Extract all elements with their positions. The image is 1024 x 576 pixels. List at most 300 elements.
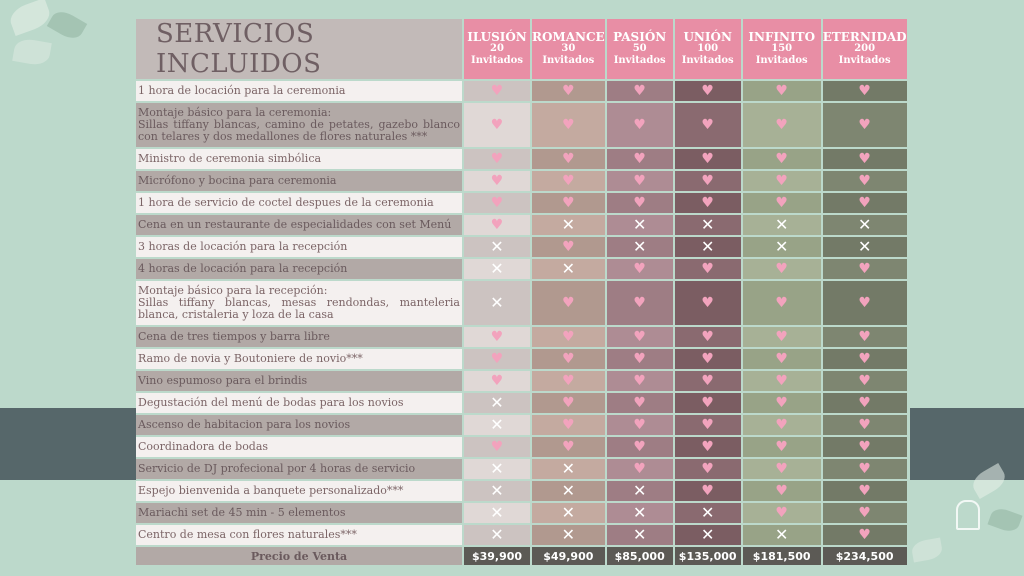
heart-icon: ♥ — [490, 217, 504, 233]
heart-icon: ♥ — [858, 373, 871, 389]
heart-icon: ♥ — [701, 483, 714, 499]
package-guests: 100 — [697, 43, 719, 54]
heart-icon: ♥ — [775, 505, 788, 521]
not-included-cross-icon — [675, 215, 741, 235]
included-heart-icon — [675, 481, 741, 501]
included-heart-icon — [823, 349, 907, 369]
not-included-cross-icon — [743, 525, 821, 545]
venue-logo — [948, 500, 988, 562]
package-header — [464, 19, 530, 79]
not-included-cross-icon — [607, 215, 673, 235]
heart-icon: ♥ — [562, 173, 575, 189]
heart-icon: ♥ — [858, 417, 871, 433]
service-row — [136, 215, 907, 235]
heart-icon: ♥ — [858, 395, 871, 411]
heart-icon: ♥ — [633, 117, 646, 133]
included-heart-icon — [532, 371, 605, 391]
included-heart-icon — [607, 103, 673, 147]
included-heart-icon — [823, 103, 907, 147]
heart-icon: ♥ — [775, 329, 788, 345]
service-text-line: Ministro de ceremonia simbólica — [138, 152, 322, 165]
heart-icon: ♥ — [858, 261, 871, 277]
package-header — [607, 19, 673, 79]
not-included-cross-icon — [532, 525, 605, 545]
heart-icon: ♥ — [775, 395, 788, 411]
included-heart-icon — [675, 81, 741, 101]
heart-icon: ♥ — [633, 417, 646, 433]
cross-icon: ✕ — [632, 215, 647, 234]
service-row — [136, 281, 907, 325]
service-row — [136, 349, 907, 369]
service-row — [136, 459, 907, 479]
included-heart-icon — [607, 327, 673, 347]
service-text-line: Mariachi set de 45 min - 5 elementos — [138, 506, 346, 519]
leaf-decoration — [12, 37, 52, 67]
package-guests-label: Invitados — [613, 55, 666, 66]
not-included-cross-icon — [532, 215, 605, 235]
page-title: SERVICIOS INCLUIDOS — [136, 19, 462, 79]
included-heart-icon — [532, 415, 605, 435]
service-text-line: 1 hora de locación para la ceremonia — [138, 84, 346, 97]
heart-icon: ♥ — [490, 351, 504, 367]
included-heart-icon — [607, 171, 673, 191]
included-heart-icon — [675, 371, 741, 391]
package-price: $234,500 — [823, 547, 907, 565]
cross-icon: ✕ — [700, 525, 715, 544]
heart-icon: ♥ — [858, 83, 871, 99]
heart-icon: ♥ — [562, 117, 575, 133]
heart-icon: ♥ — [701, 117, 714, 133]
service-text-line: Sillas tiffany blancas, camino de petates, gazebo blanco con telares y dos medallones de flores naturales *** — [138, 118, 460, 143]
heart-icon: ♥ — [775, 151, 788, 167]
cross-icon: ✕ — [561, 459, 576, 478]
included-heart-icon — [532, 149, 605, 169]
included-heart-icon — [607, 81, 673, 101]
cross-icon: ✕ — [561, 525, 576, 544]
price-row — [136, 547, 907, 565]
included-heart-icon — [743, 281, 821, 325]
included-heart-icon — [823, 281, 907, 325]
heart-icon: ♥ — [562, 151, 575, 167]
heart-icon: ♥ — [701, 261, 714, 277]
cross-icon: ✕ — [490, 525, 504, 544]
included-heart-icon — [464, 215, 530, 235]
cross-icon: ✕ — [700, 215, 715, 234]
service-name — [136, 525, 462, 545]
service-text-line: Coordinadora de bodas — [138, 440, 269, 453]
service-text-line: Montaje básico para la recepción: — [138, 284, 328, 297]
included-heart-icon — [823, 503, 907, 523]
service-name — [136, 437, 462, 457]
included-heart-icon — [675, 393, 741, 413]
cross-icon: ✕ — [774, 237, 789, 256]
not-included-cross-icon — [464, 393, 530, 413]
heart-icon: ♥ — [490, 173, 504, 189]
not-included-cross-icon — [823, 237, 907, 257]
included-heart-icon — [532, 193, 605, 213]
not-included-cross-icon — [532, 259, 605, 279]
heart-icon: ♥ — [633, 261, 646, 277]
service-row — [136, 103, 907, 147]
service-text-line: Ascenso de habitacion para los novios — [138, 418, 351, 431]
heart-icon: ♥ — [633, 295, 646, 311]
package-guests-label: Invitados — [542, 55, 595, 66]
heart-icon: ♥ — [701, 373, 714, 389]
included-heart-icon — [823, 415, 907, 435]
package-guests-label: Invitados — [681, 55, 734, 66]
heart-icon: ♥ — [701, 351, 714, 367]
decorative-band-right — [910, 408, 1024, 480]
heart-icon: ♥ — [775, 83, 788, 99]
not-included-cross-icon — [464, 459, 530, 479]
included-heart-icon — [743, 171, 821, 191]
service-text-line: Sillas tiffany blancas, mesas rendondas, manteleria blanca, cristaleria y loza de la casa — [138, 296, 460, 321]
included-heart-icon — [532, 281, 605, 325]
heart-icon: ♥ — [775, 261, 788, 277]
service-name — [136, 193, 462, 213]
heart-icon: ♥ — [701, 83, 714, 99]
cross-icon: ✕ — [632, 525, 647, 544]
heart-icon: ♥ — [633, 173, 646, 189]
service-row — [136, 371, 907, 391]
heart-icon: ♥ — [490, 151, 504, 167]
included-heart-icon — [743, 371, 821, 391]
included-heart-icon — [675, 415, 741, 435]
heart-icon: ♥ — [633, 151, 646, 167]
heart-icon: ♥ — [701, 329, 714, 345]
included-heart-icon — [607, 371, 673, 391]
included-heart-icon — [675, 459, 741, 479]
birdcage-icon — [956, 500, 980, 530]
cross-icon: ✕ — [490, 259, 504, 278]
included-heart-icon — [743, 81, 821, 101]
included-heart-icon — [823, 481, 907, 501]
service-text-line: Montaje básico para la ceremonia: — [138, 106, 332, 119]
included-heart-icon — [743, 415, 821, 435]
cross-icon: ✕ — [632, 503, 647, 522]
heart-icon: ♥ — [701, 173, 714, 189]
heart-icon: ♥ — [490, 373, 504, 389]
included-heart-icon — [743, 393, 821, 413]
service-text-line: Degustación del menú de bodas para los novios — [138, 396, 404, 409]
cross-icon: ✕ — [561, 503, 576, 522]
package-guests-label: Invitados — [755, 55, 808, 66]
heart-icon: ♥ — [775, 373, 788, 389]
leaf-decoration — [987, 505, 1022, 534]
service-name — [136, 327, 462, 347]
heart-icon: ♥ — [562, 83, 575, 99]
service-text-line: Servicio de DJ profecional por 4 horas de servicio — [138, 462, 416, 475]
included-heart-icon — [607, 259, 673, 279]
service-row — [136, 149, 907, 169]
package-guests: 20 — [490, 43, 504, 54]
included-heart-icon — [607, 149, 673, 169]
service-row — [136, 259, 907, 279]
included-heart-icon — [675, 193, 741, 213]
included-heart-icon — [607, 437, 673, 457]
included-heart-icon — [464, 193, 530, 213]
cross-icon: ✕ — [561, 259, 576, 278]
heart-icon: ♥ — [562, 373, 575, 389]
included-heart-icon — [607, 459, 673, 479]
heart-icon: ♥ — [633, 195, 646, 211]
service-name — [136, 503, 462, 523]
included-heart-icon — [675, 327, 741, 347]
not-included-cross-icon — [675, 525, 741, 545]
included-heart-icon — [823, 327, 907, 347]
heart-icon: ♥ — [490, 83, 504, 99]
not-included-cross-icon — [464, 503, 530, 523]
included-heart-icon — [464, 103, 530, 147]
cross-icon: ✕ — [632, 237, 647, 256]
heart-icon: ♥ — [858, 505, 871, 521]
not-included-cross-icon — [607, 525, 673, 545]
heart-icon: ♥ — [562, 395, 575, 411]
not-included-cross-icon — [743, 215, 821, 235]
package-price: $85,000 — [607, 547, 673, 565]
included-heart-icon — [675, 349, 741, 369]
not-included-cross-icon — [464, 415, 530, 435]
package-guests: 30 — [561, 43, 576, 54]
heart-icon: ♥ — [633, 329, 646, 345]
included-heart-icon — [607, 415, 673, 435]
included-heart-icon — [464, 349, 530, 369]
not-included-cross-icon — [823, 215, 907, 235]
cross-icon: ✕ — [774, 525, 789, 544]
heart-icon: ♥ — [775, 483, 788, 499]
package-name: ILUSIÓN — [467, 30, 527, 44]
heart-icon: ♥ — [701, 439, 714, 455]
leaf-decoration — [7, 0, 53, 36]
cross-icon: ✕ — [632, 481, 647, 500]
service-row — [136, 193, 907, 213]
services-table — [134, 17, 909, 567]
service-name — [136, 259, 462, 279]
heart-icon: ♥ — [490, 195, 504, 211]
cross-icon: ✕ — [490, 481, 504, 500]
cross-icon: ✕ — [490, 459, 504, 478]
heart-icon: ♥ — [490, 439, 504, 455]
cross-icon: ✕ — [857, 215, 872, 234]
package-price: $181,500 — [743, 547, 821, 565]
heart-icon: ♥ — [858, 329, 871, 345]
heart-icon: ♥ — [858, 151, 871, 167]
not-included-cross-icon — [607, 237, 673, 257]
cross-icon: ✕ — [490, 393, 504, 412]
heart-icon: ♥ — [562, 295, 575, 311]
cross-icon: ✕ — [490, 415, 504, 434]
included-heart-icon — [464, 171, 530, 191]
cross-icon: ✕ — [561, 481, 576, 500]
included-heart-icon — [675, 437, 741, 457]
heart-icon: ♥ — [562, 351, 575, 367]
included-heart-icon — [743, 437, 821, 457]
not-included-cross-icon — [464, 281, 530, 325]
cross-icon: ✕ — [490, 237, 504, 256]
heart-icon: ♥ — [858, 483, 871, 499]
heart-icon: ♥ — [858, 461, 871, 477]
heart-icon: ♥ — [775, 417, 788, 433]
service-row — [136, 481, 907, 501]
included-heart-icon — [675, 171, 741, 191]
service-text-line: Cena de tres tiempos y barra libre — [138, 330, 330, 343]
service-name — [136, 393, 462, 413]
included-heart-icon — [532, 237, 605, 257]
not-included-cross-icon — [464, 525, 530, 545]
heart-icon: ♥ — [562, 239, 575, 255]
included-heart-icon — [532, 81, 605, 101]
not-included-cross-icon — [607, 503, 673, 523]
heart-icon: ♥ — [775, 439, 788, 455]
not-included-cross-icon — [464, 259, 530, 279]
service-row — [136, 237, 907, 257]
service-row — [136, 415, 907, 435]
package-price: $49,900 — [532, 547, 605, 565]
included-heart-icon — [607, 193, 673, 213]
heart-icon: ♥ — [775, 117, 788, 133]
included-heart-icon — [675, 103, 741, 147]
cross-icon: ✕ — [490, 503, 504, 522]
not-included-cross-icon — [532, 503, 605, 523]
package-name: PASIÓN — [613, 30, 667, 44]
cross-icon: ✕ — [774, 215, 789, 234]
package-name: INFINITO — [748, 30, 816, 44]
heart-icon: ♥ — [858, 117, 871, 133]
heart-icon: ♥ — [562, 329, 575, 345]
included-heart-icon — [464, 437, 530, 457]
package-header — [743, 19, 821, 79]
heart-icon: ♥ — [562, 439, 575, 455]
service-row — [136, 393, 907, 413]
leaf-decoration — [47, 7, 87, 43]
included-heart-icon — [743, 103, 821, 147]
service-text-line: 3 horas de locación para la recepción — [138, 240, 348, 253]
heart-icon: ♥ — [701, 295, 714, 311]
cross-icon: ✕ — [700, 237, 715, 256]
heart-icon: ♥ — [562, 195, 575, 211]
heart-icon: ♥ — [490, 329, 504, 345]
package-guests-label: Invitados — [471, 55, 523, 66]
service-text-line: Vino espumoso para el brindis — [138, 374, 308, 387]
cross-icon: ✕ — [490, 292, 504, 312]
not-included-cross-icon — [464, 237, 530, 257]
package-header — [823, 19, 907, 79]
header-row — [136, 19, 907, 79]
package-guests: 150 — [771, 43, 793, 54]
service-row — [136, 437, 907, 457]
service-name — [136, 459, 462, 479]
service-text-line: Ramo de novia y Boutoniere de novio*** — [138, 352, 363, 365]
included-heart-icon — [532, 327, 605, 347]
decorative-band-left — [0, 408, 136, 480]
included-heart-icon — [607, 393, 673, 413]
service-text-line: 1 hora de servicio de coctel despues de la ceremonia — [138, 196, 434, 209]
heart-icon: ♥ — [858, 195, 871, 211]
heart-icon: ♥ — [701, 395, 714, 411]
package-guests-label: Invitados — [838, 55, 891, 66]
included-heart-icon — [464, 327, 530, 347]
included-heart-icon — [823, 259, 907, 279]
service-name — [136, 81, 462, 101]
heart-icon: ♥ — [858, 295, 871, 311]
service-name — [136, 415, 462, 435]
package-name: ROMANCE — [532, 30, 605, 44]
service-name — [136, 349, 462, 369]
package-price: $135,000 — [675, 547, 741, 565]
included-heart-icon — [823, 193, 907, 213]
package-price: $39,900 — [464, 547, 530, 565]
service-text-line: 4 horas de locación para la recepción — [138, 262, 348, 275]
included-heart-icon — [823, 81, 907, 101]
cross-icon: ✕ — [561, 215, 576, 234]
heart-icon: ♥ — [775, 351, 788, 367]
included-heart-icon — [743, 459, 821, 479]
included-heart-icon — [532, 349, 605, 369]
included-heart-icon — [823, 171, 907, 191]
included-heart-icon — [532, 437, 605, 457]
service-row — [136, 525, 907, 545]
not-included-cross-icon — [532, 459, 605, 479]
service-row — [136, 171, 907, 191]
included-heart-icon — [823, 371, 907, 391]
service-name — [136, 215, 462, 235]
service-text-line: Centro de mesa con flores naturales*** — [138, 528, 357, 541]
included-heart-icon — [532, 171, 605, 191]
heart-icon: ♥ — [858, 439, 871, 455]
included-heart-icon — [532, 393, 605, 413]
included-heart-icon — [743, 503, 821, 523]
included-heart-icon — [464, 371, 530, 391]
included-heart-icon — [743, 149, 821, 169]
not-included-cross-icon — [532, 481, 605, 501]
included-heart-icon — [823, 459, 907, 479]
included-heart-icon — [464, 81, 530, 101]
included-heart-icon — [823, 437, 907, 457]
service-text-line: Espejo bienvenida a banquete personalizado*** — [138, 484, 404, 497]
service-text-line: Cena en un restaurante de especialidades con set Menú — [138, 218, 452, 231]
heart-icon: ♥ — [701, 151, 714, 167]
included-heart-icon — [743, 259, 821, 279]
heart-icon: ♥ — [633, 83, 646, 99]
included-heart-icon — [743, 481, 821, 501]
heart-icon: ♥ — [775, 295, 788, 311]
heart-icon: ♥ — [701, 461, 714, 477]
heart-icon: ♥ — [775, 461, 788, 477]
heart-icon: ♥ — [633, 351, 646, 367]
package-guests: 200 — [854, 43, 876, 54]
included-heart-icon — [532, 103, 605, 147]
not-included-cross-icon — [675, 503, 741, 523]
heart-icon: ♥ — [858, 351, 871, 367]
included-heart-icon — [743, 349, 821, 369]
package-guests: 50 — [632, 43, 647, 54]
price-label: Precio de Venta — [136, 547, 462, 565]
heart-icon: ♥ — [858, 527, 871, 543]
not-included-cross-icon — [675, 237, 741, 257]
service-name — [136, 171, 462, 191]
service-name — [136, 103, 462, 147]
not-included-cross-icon — [464, 481, 530, 501]
heart-icon: ♥ — [701, 417, 714, 433]
heart-icon: ♥ — [490, 117, 504, 133]
included-heart-icon — [823, 393, 907, 413]
service-name — [136, 237, 462, 257]
heart-icon: ♥ — [858, 173, 871, 189]
heart-icon: ♥ — [562, 417, 575, 433]
service-name — [136, 149, 462, 169]
package-header — [532, 19, 605, 79]
heart-icon: ♥ — [633, 439, 646, 455]
